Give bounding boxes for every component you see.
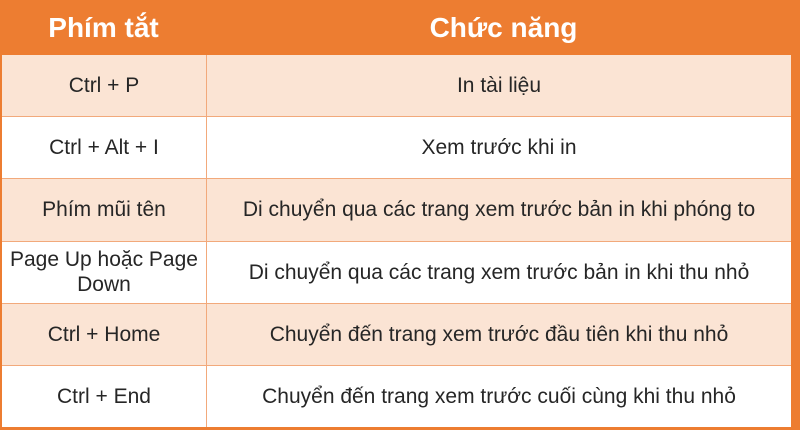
function-cell: Chuyển đến trang xem trước đầu tiên khi thu nhỏ: [269, 322, 729, 346]
table-row: [2, 303, 791, 365]
function-cell: Xem trước khi in: [421, 136, 577, 160]
function-cell: Chuyển đến trang xem trước cuối cùng khi thu nhỏ: [262, 384, 736, 408]
shortcut-cell: Ctrl + P: [2, 55, 207, 116]
table-row: [2, 55, 791, 116]
shortcut-cell: Ctrl + Alt + I: [2, 117, 207, 178]
table-row: [2, 365, 791, 427]
table-row: [2, 178, 791, 240]
table-header-row: [0, 0, 800, 55]
shortcut-cell: Page Up hoặc Page Down: [2, 242, 207, 303]
header-function-column: Chức năng: [429, 11, 578, 43]
table-row: [2, 241, 791, 303]
shortcut-cell: Ctrl + Home: [2, 304, 207, 365]
table-row: [2, 116, 791, 178]
shortcut-cell: Phím mũi tên: [2, 179, 207, 240]
table-body: [0, 55, 800, 430]
shortcut-cell: Ctrl + End: [2, 366, 207, 427]
function-cell: Di chuyển qua các trang xem trước bản in khi thu nhỏ: [248, 260, 750, 284]
header-shortcut-column: Phím tắt: [48, 11, 159, 43]
function-cell: Di chuyển qua các trang xem trước bản in khi phóng to: [242, 198, 756, 222]
function-cell: In tài liệu: [456, 73, 542, 97]
